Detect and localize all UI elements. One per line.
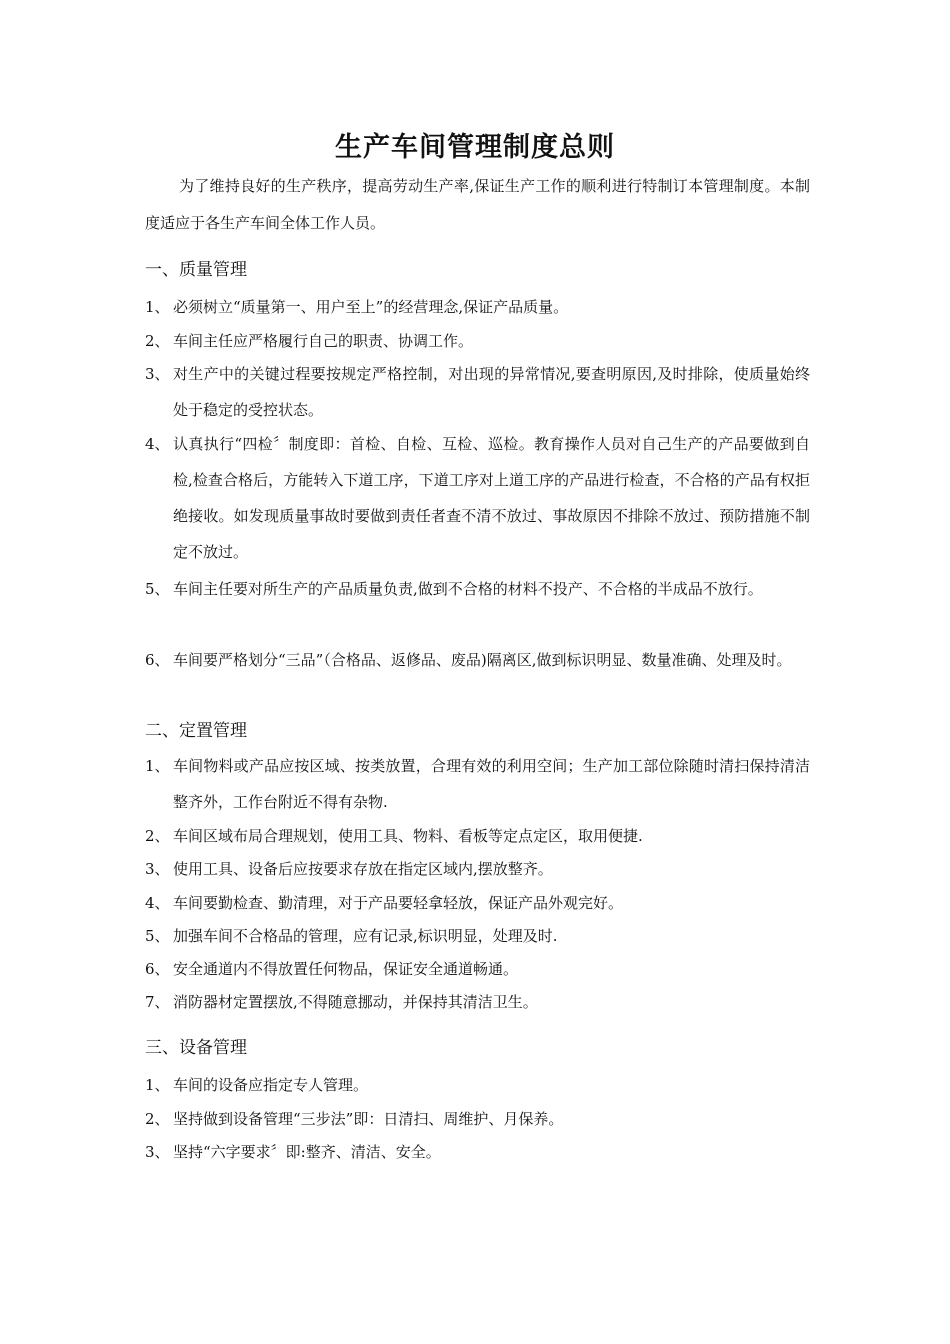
list-item	[145, 426, 810, 570]
list-item	[145, 748, 810, 820]
item-number: 1、	[145, 1076, 170, 1094]
list-item	[145, 1134, 810, 1170]
item-text: 加强车间不合格品的管理，应有记录,标识明显，处理及时.	[173, 927, 558, 945]
list-item	[145, 818, 810, 854]
item-text: 安全通道内不得放置任何物品，保证安全通道畅通。	[173, 960, 519, 978]
item-text: 车间的设备应指定专人管理。	[173, 1076, 369, 1094]
item-number: 1、	[145, 757, 170, 775]
intro-paragraph: 为了维持良好的生产秩序，提高劳动生产率,保证生产工作的顺利进行特制订本管理制度。本制度适应于各生产车间全体工作人员。	[145, 177, 810, 232]
list-item	[145, 984, 810, 1020]
list-item	[145, 1101, 810, 1137]
document-title: 生产车间管理制度总则	[335, 132, 615, 163]
item-number: 4、	[145, 435, 170, 453]
item-number: 1、	[145, 298, 170, 316]
item-text: 车间主任要对所生产的产品质量负责,做到不合格的材料不投产、不合格的半成品不放行。	[173, 580, 763, 598]
item-number: 5、	[145, 927, 170, 945]
section-heading-equipment: 三、设备管理	[145, 1038, 247, 1058]
list-item	[145, 571, 810, 607]
item-number: 2、	[145, 332, 170, 350]
item-text: 必须树立“质量第一、用户至上”的经营理念,保证产品质量。	[173, 298, 569, 316]
item-number: 6、	[145, 960, 170, 978]
item-text: 认真执行“四检〞制度即：首检、自检、互检、巡检。教育操作人员对自己生产的产品要做到自检,检查合格后，方能转入下道工序，下道工序对上道工序的产品进行检查，不合格的产品有权拒绝接收。如发现质量事故时要做到责任者查不清不放过、事故原因不排除不放过、预防措施不制定不放过。	[173, 435, 810, 561]
section-heading-quality: 一、质量管理	[145, 260, 247, 280]
item-number: 2、	[145, 827, 170, 845]
list-item	[145, 289, 810, 325]
item-text: 车间要严格划分“三品”（合格品、返修品、废品)隔离区,做到标识明显、数量准确、处理及时。	[173, 651, 792, 669]
list-item	[145, 951, 810, 987]
list-item	[145, 1067, 810, 1103]
item-number: 6、	[145, 651, 170, 669]
item-text: 车间物料或产品应按区域、按类放置，合理有效的利用空间；生产加工部位除随时清扫保持清洁整齐外，工作台附近不得有杂物.	[173, 757, 810, 811]
item-number: 3、	[145, 1143, 170, 1161]
item-number: 5、	[145, 580, 170, 598]
item-number: 2、	[145, 1110, 170, 1128]
list-item	[145, 851, 810, 887]
list-item	[145, 356, 810, 428]
item-number: 4、	[145, 894, 170, 912]
item-number: 3、	[145, 365, 170, 383]
list-item	[145, 918, 810, 954]
list-item	[145, 323, 810, 359]
item-text: 车间主任应严格履行自己的职责、协调工作。	[173, 332, 474, 350]
item-number: 7、	[145, 993, 170, 1011]
item-text: 坚持“六字要求〞即:整齐、清洁、安全。	[173, 1143, 441, 1161]
item-number: 3、	[145, 860, 170, 878]
list-item	[145, 885, 810, 921]
item-text: 坚持做到设备管理“三步法”即：日清扫、周维护、月保养。	[173, 1110, 564, 1128]
item-text: 消防器材定置摆放,不得随意挪动，并保持其清洁卫生。	[173, 993, 538, 1011]
item-text: 使用工具、设备后应按要求存放在指定区域内,摆放整齐。	[173, 860, 553, 878]
list-item	[145, 642, 810, 678]
item-text: 对生产中的关键过程要按规定严格控制，对出现的异常情况,要查明原因,及时排除，使质量始终处于稳定的受控状态。	[173, 365, 810, 419]
item-text: 车间区域布局合理规划，使用工具、物料、看板等定点定区，取用便捷.	[173, 827, 643, 845]
section-heading-placement: 二、定置管理	[145, 721, 247, 741]
item-text: 车间要勤检查、勤清理，对于产品要轻拿轻放，保证产品外观完好。	[173, 894, 624, 912]
